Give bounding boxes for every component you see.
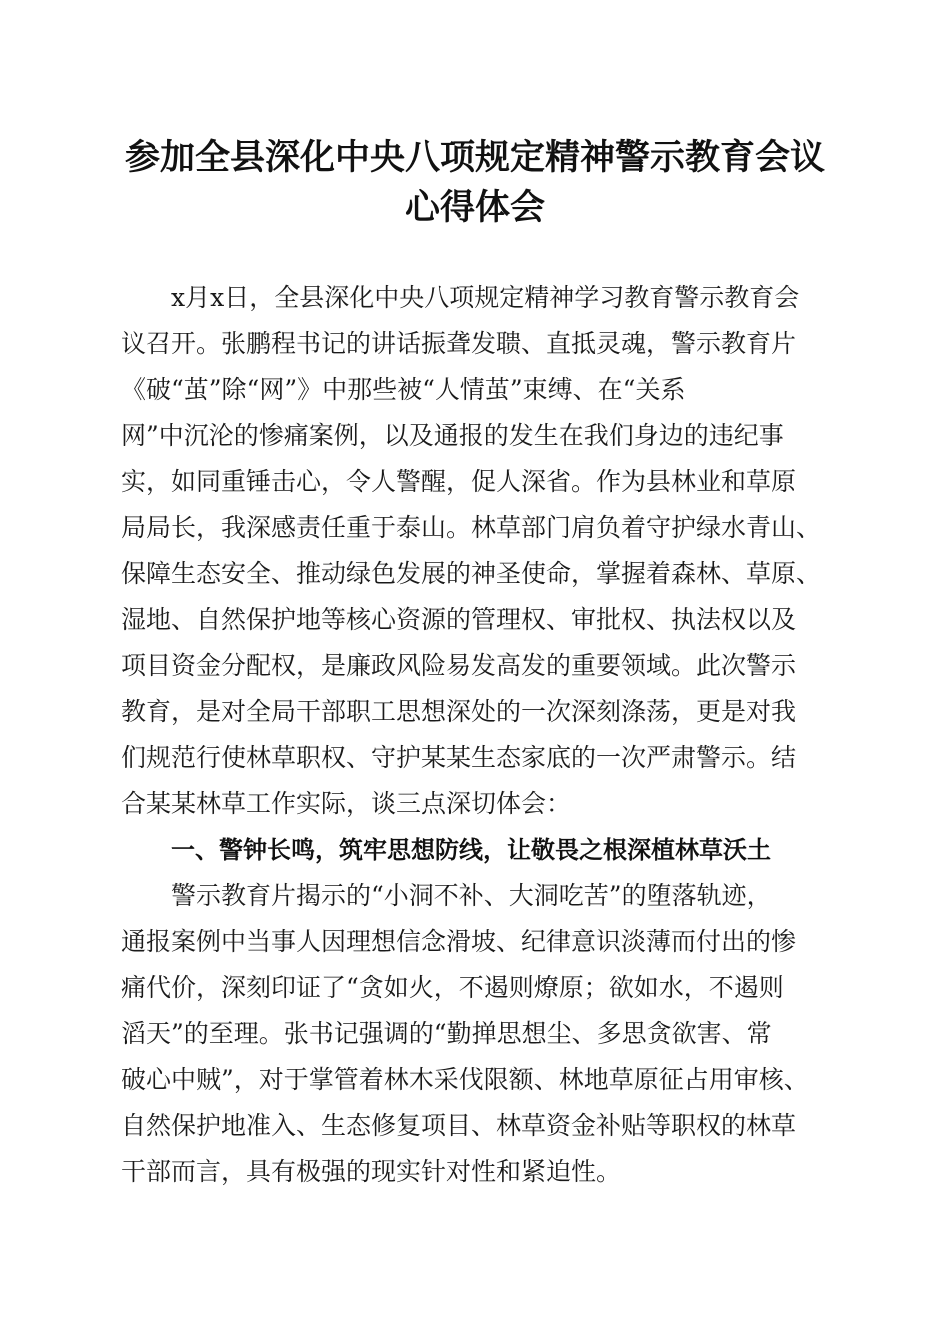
paragraph-line: 局局长，我深感责任重于泰山。林草部门肩负着守护绿水青山、 [121, 513, 822, 542]
paragraph-line: 保障生态安全、推动绿色发展的神圣使命，掌握着森林、草原、 [121, 559, 822, 588]
paragraph-line: 项目资金分配权，是廉政风险易发高发的重要领域。此次警示 [121, 651, 797, 680]
paragraph-line: x月x日，全县深化中央八项规定精神学习教育警示教育会 [171, 283, 800, 312]
paragraph-line: 破心中贼”，对于掌管着林木采伐限额、林地草原征占用审核、 [121, 1065, 809, 1094]
paragraph-line: 们规范行使林草职权、守护某某生态家底的一次严肃警示。结 [121, 743, 797, 772]
paragraph-line: 痛代价，深刻印证了“贪如火，不遏则燎原；欲如水，不遏则 [121, 973, 784, 1002]
paragraph-line: 网”中沉沦的惨痛案例，以及通报的发生在我们身边的违纪事 [121, 421, 784, 450]
paragraph-line: 干部而言，具有极强的现实针对性和紧迫性。 [121, 1157, 622, 1186]
paragraph-line: 滔天”的至理。张书记强调的“勤掸思想尘、多思贪欲害、常 [121, 1019, 772, 1048]
paragraph-line: 警示教育片揭示的“小洞不补、大洞吃苦”的堕落轨迹， [171, 881, 772, 910]
paragraph-line: 《破“茧”除“网”》中那些被“人情茧”束缚、在“关系 [121, 375, 686, 404]
paragraph-line: 实，如同重锤击心，令人警醒，促人深省。作为县林业和草原 [121, 467, 797, 496]
paragraph-line: 教育，是对全局干部职工思想深处的一次深刻涤荡，更是对我 [121, 697, 797, 726]
paragraph-line: 议召开。张鹏程书记的讲话振聋发聩、直抵灵魂，警示教育片 [121, 329, 797, 358]
paragraph-line: 湿地、自然保护地等核心资源的管理权、审批权、执法权以及 [121, 605, 797, 634]
document-title-line-1: 参加全县深化中央八项规定精神警示教育会议 [124, 137, 825, 178]
section-heading: 一、警钟长鸣，筑牢思想防线，让敬畏之根深植林草沃土 [171, 836, 771, 864]
paragraph-line: 合某某林草工作实际，谈三点深切体会： [121, 789, 572, 818]
paragraph-line: 自然保护地准入、生态修复项目、林草资金补贴等职权的林草 [121, 1111, 797, 1140]
paragraph-line: 通报案例中当事人因理想信念滑坡、纪律意识淡薄而付出的惨 [121, 927, 797, 956]
document-title-line-2: 心得体会 [404, 187, 545, 228]
